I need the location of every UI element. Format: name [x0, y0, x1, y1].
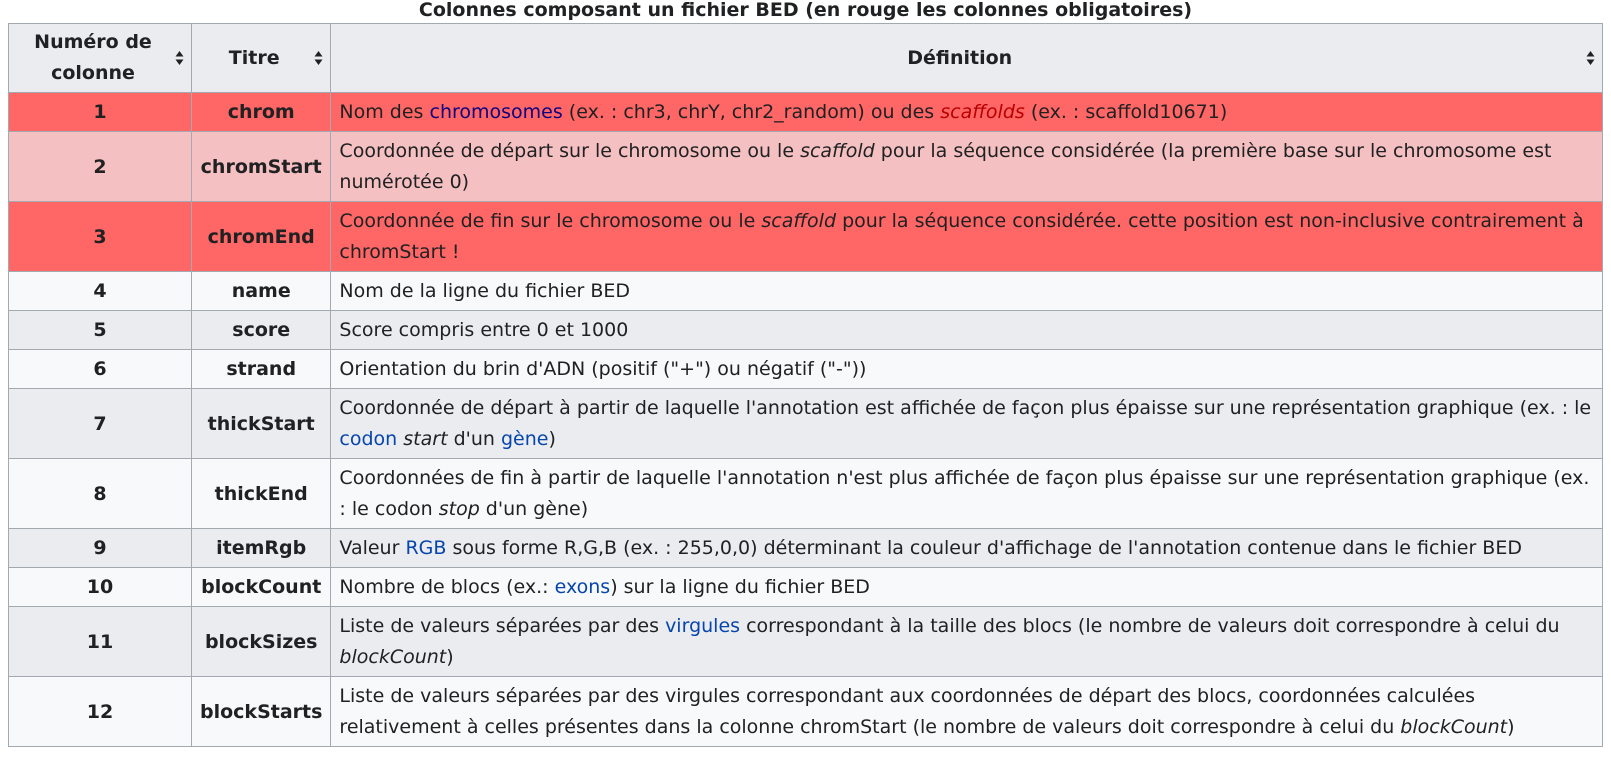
- definition-text: Liste de valeurs séparées par des virgules correspondant aux coordonnées de départ des blocs, coordonnées calculées relativement à celles présentes dans la colonne chromStart (le nombre de valeurs doit correspondre à celui du: [339, 685, 1476, 738]
- definition-text: pour la séquence considérée. cette position est non-inclusive contrairement à chromStart !: [339, 210, 1584, 263]
- row-number: 8: [9, 459, 192, 529]
- table-row: [9, 607, 1603, 677]
- definition-link[interactable]: exons: [554, 576, 611, 598]
- row-number: 11: [9, 607, 192, 677]
- definition-text: sous forme R,G,B (ex. : 255,0,0) déterminant la couleur d'affichage de l'annotation contenue dans le fichier BED: [446, 537, 1522, 559]
- definition-italic-text: blockCount: [1400, 716, 1508, 738]
- row-title: blockSizes: [192, 607, 331, 677]
- column-header-titre[interactable]: [192, 24, 331, 93]
- row-definition: [331, 677, 1603, 747]
- definition-text: Valeur: [339, 537, 406, 559]
- row-title: thickEnd: [192, 459, 331, 529]
- row-number: 9: [9, 529, 192, 568]
- row-title: chromStart: [192, 132, 331, 202]
- row-number: 2: [9, 132, 192, 202]
- row-definition: [331, 529, 1603, 568]
- definition-text: (ex. : scaffold10671): [1024, 101, 1228, 123]
- table-row: [9, 568, 1603, 607]
- definition-text: correspondant à la taille des blocs (le nombre de valeurs doit correspondre à celui du: [740, 615, 1560, 637]
- definition-italic-text: scaffold: [761, 210, 837, 232]
- definition-italic-text: start: [403, 428, 448, 450]
- table-row: [9, 677, 1603, 747]
- row-number: 4: [9, 272, 192, 311]
- row-definition: [331, 607, 1603, 677]
- definition-text: Coordonnée de fin sur le chromosome ou le: [339, 210, 762, 232]
- definition-link[interactable]: virgules: [665, 615, 741, 637]
- row-definition: [331, 93, 1603, 132]
- table-row: [9, 389, 1603, 459]
- bed-columns-table: [8, 23, 1603, 747]
- definition-link[interactable]: RGB: [405, 537, 447, 559]
- definition-text: Coordonnée de départ à partir de laquelle l'annotation est affichée de façon plus épaisse sur une représentation graphique (ex. : le: [339, 397, 1592, 419]
- row-number: 7: [9, 389, 192, 459]
- definition-text: ): [548, 428, 556, 450]
- definition-text: Nom de la ligne du fichier BED: [339, 280, 631, 302]
- definition-text: Nom des: [339, 101, 430, 123]
- row-definition: [331, 350, 1603, 389]
- row-definition: [331, 568, 1603, 607]
- definition-text: Liste de valeurs séparées par des: [339, 615, 666, 637]
- row-definition: [331, 132, 1603, 202]
- header-numero-line2: colonne: [51, 62, 135, 84]
- sort-arrows-icon[interactable]: [314, 50, 323, 66]
- table-row: [9, 93, 1603, 132]
- row-definition: [331, 202, 1603, 272]
- row-number: 1: [9, 93, 192, 132]
- definition-text: ): [1507, 716, 1515, 738]
- definition-text: (ex. : chr3, chrY, chr2_random) ou des: [562, 101, 941, 123]
- column-header-numero[interactable]: [9, 24, 192, 93]
- definition-italic-text: scaffold: [800, 140, 875, 162]
- row-definition: [331, 459, 1603, 529]
- row-definition: [331, 389, 1603, 459]
- definition-text: Orientation du brin d'ADN (positif ("+") ou négatif ("-")): [339, 358, 867, 380]
- definition-text: Nombre de blocs (ex.:: [339, 576, 555, 598]
- row-definition: [331, 272, 1603, 311]
- row-title: blockStarts: [192, 677, 331, 747]
- table-body: [9, 93, 1603, 747]
- definition-text: Coordonnées de fin à partir de laquelle l'annotation n'est plus affichée de façon plus épaisse sur une représentation graphique (ex. : le codon: [339, 467, 1590, 520]
- definition-link[interactable]: codon: [339, 428, 398, 450]
- header-definition-label: Définition: [907, 46, 1013, 69]
- definition-text: Coordonnée de départ sur le chromosome ou le: [339, 140, 801, 162]
- row-number: 3: [9, 202, 192, 272]
- definition-link[interactable]: gène: [501, 428, 549, 450]
- header-numero-line1: Numéro de: [34, 31, 152, 53]
- table-row: [9, 350, 1603, 389]
- row-title: chrom: [192, 93, 331, 132]
- table-row: [9, 311, 1603, 350]
- row-number: 10: [9, 568, 192, 607]
- row-title: itemRgb: [192, 529, 331, 568]
- table-row: [9, 132, 1603, 202]
- table-caption: Colonnes composant un fichier BED (en rouge les colonnes obligatoires): [418, 0, 1193, 21]
- row-title: name: [192, 272, 331, 311]
- table-row: [9, 459, 1603, 529]
- column-header-definition[interactable]: [331, 24, 1603, 93]
- definition-text: d'un: [447, 428, 501, 450]
- table-row: [9, 202, 1603, 272]
- row-title: strand: [192, 350, 331, 389]
- header-row: [9, 24, 1603, 93]
- table-row: [9, 529, 1603, 568]
- definition-text: pour la séquence considérée (la première base sur le chromosome est numérotée 0): [339, 140, 1552, 193]
- row-number: 5: [9, 311, 192, 350]
- sort-arrows-icon[interactable]: [175, 50, 184, 66]
- definition-link[interactable]: chromosomes: [429, 101, 563, 123]
- definition-italic-text: blockCount: [339, 646, 447, 668]
- definition-text: Score compris entre 0 et 1000: [339, 319, 629, 341]
- row-number: 12: [9, 677, 192, 747]
- definition-text: ): [446, 646, 454, 668]
- row-title: chromEnd: [192, 202, 331, 272]
- definition-text: ) sur la ligne du fichier BED: [610, 576, 870, 598]
- sort-arrows-icon[interactable]: [1586, 50, 1595, 66]
- row-definition: [331, 311, 1603, 350]
- definition-text: d'un gène): [479, 498, 589, 520]
- definition-red-link[interactable]: scaffolds: [940, 101, 1025, 123]
- row-number: 6: [9, 350, 192, 389]
- row-title: thickStart: [192, 389, 331, 459]
- table-row: [9, 272, 1603, 311]
- row-title: score: [192, 311, 331, 350]
- header-titre-label: Titre: [228, 46, 280, 69]
- definition-italic-text: stop: [438, 498, 480, 520]
- row-title: blockCount: [192, 568, 331, 607]
